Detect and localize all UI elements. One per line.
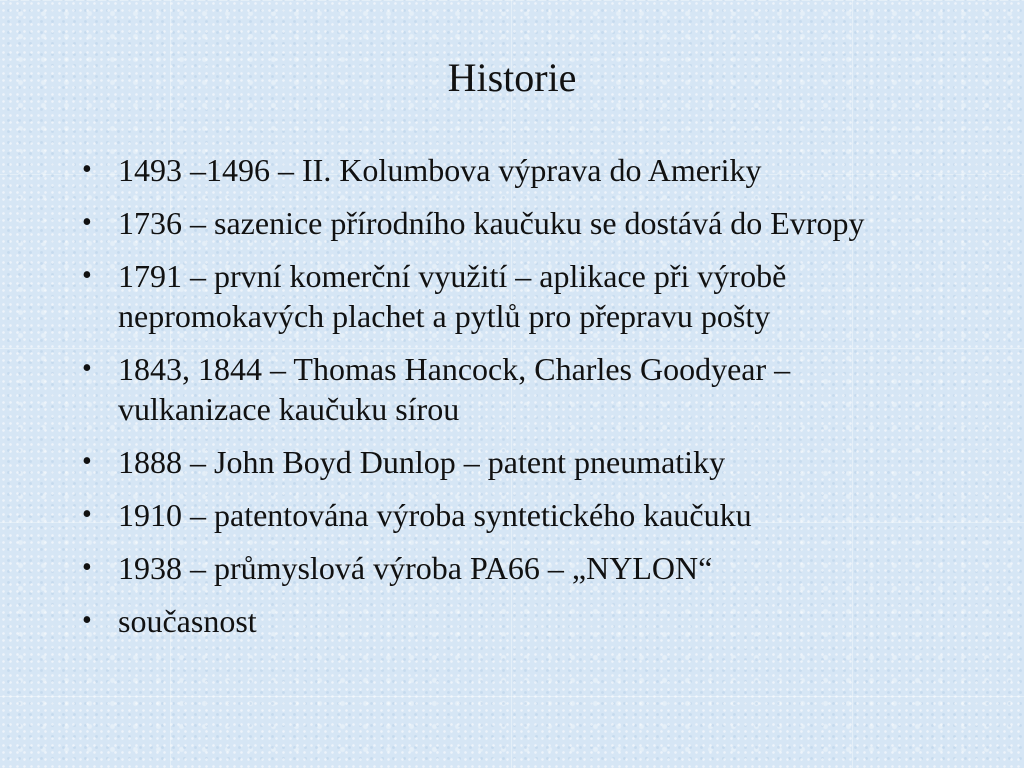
bullet-text: 1791 – první komerční využití – aplikace při výrobě nepromokavých plachet a pytlů pro přepravu pošty — [118, 258, 787, 334]
bullet-icon: • — [82, 499, 92, 530]
bullet-item-7 — [80, 548, 940, 588]
bullet-item-4 — [80, 349, 940, 429]
bullet-icon: • — [82, 207, 92, 238]
bullet-item-2 — [80, 203, 940, 243]
slide-title: Historie — [447, 55, 577, 100]
bullet-text: 1938 – průmyslová výroba PA66 – „NYLON“ — [118, 550, 713, 586]
bullet-text: 1493 –1496 – II. Kolumbova výprava do Ameriky — [118, 152, 762, 188]
bullet-icon: • — [82, 154, 92, 185]
bullet-icon: • — [82, 605, 92, 636]
bullet-item-5 — [80, 442, 940, 482]
bullet-text: 1843, 1844 – Thomas Hancock, Charles Goodyear – vulkanizace kaučuku sírou — [118, 351, 791, 427]
bullet-text: 1736 – sazenice přírodního kaučuku se dostává do Evropy — [118, 205, 865, 241]
bullet-item-3 — [80, 256, 940, 336]
bullet-icon: • — [82, 446, 92, 477]
bullet-item-1 — [80, 150, 940, 190]
bullet-icon: • — [82, 552, 92, 583]
bullet-list — [80, 150, 940, 654]
bullet-item-8 — [80, 601, 940, 641]
bullet-item-6 — [80, 495, 940, 535]
bullet-icon: • — [82, 353, 92, 384]
bullet-text: 1910 – patentována výroba syntetického kaučuku — [118, 497, 752, 533]
bullet-text: současnost — [118, 603, 257, 639]
bullet-icon: • — [82, 260, 92, 291]
bullet-text: 1888 – John Boyd Dunlop – patent pneumatiky — [118, 444, 726, 480]
